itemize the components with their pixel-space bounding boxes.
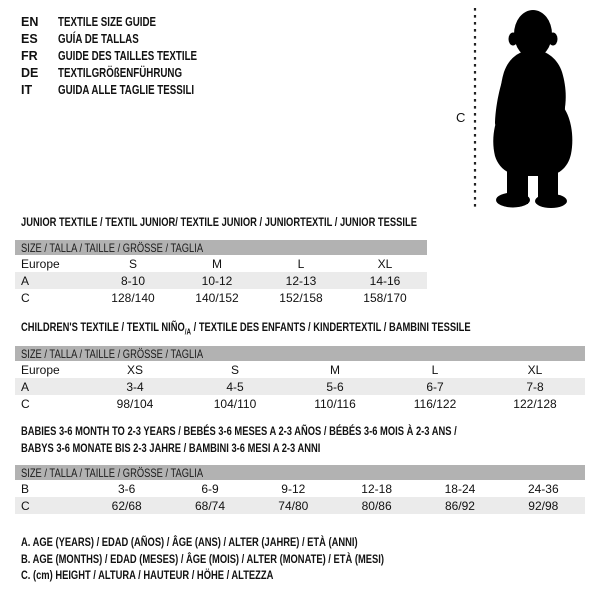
height-cell: 158/170 [363, 290, 407, 305]
language-row-fr [21, 47, 236, 64]
row-label: B [21, 481, 30, 496]
children-size-table [15, 346, 585, 412]
size-cell: XL [527, 362, 543, 377]
height-cell: 128/140 [111, 290, 155, 305]
height-cell: 62/68 [111, 498, 142, 513]
height-cell: 86/92 [444, 498, 475, 513]
height-cell: 122/128 [513, 396, 557, 411]
guide-title-fr: GUIDE DES TAILLES TEXTILE [58, 48, 198, 63]
size-cell: L [297, 256, 305, 271]
table-row-age [15, 272, 427, 289]
table-row-height [15, 497, 585, 514]
size-cell: S [230, 362, 239, 377]
language-row-de [21, 64, 236, 81]
legend-age-years: A. AGE (YEARS) / EDAD (AÑOS) / ÂGE (ANS) / ALTER (JAHRE) / ETÀ (ANNI) [21, 535, 358, 549]
guide-title-de: TEXTILGRÖßENFÜHRUNG [58, 65, 183, 80]
height-cell: 92/98 [528, 498, 559, 513]
age-cell: 10-12 [201, 273, 233, 288]
guide-title-es: GUÍA DE TALLAS [58, 31, 139, 46]
language-title-list [21, 13, 236, 98]
row-label: A [21, 379, 30, 394]
legend-age-months: B. AGE (MONTHS) / EDAD (MESES) / ÂGE (MOIS) / ALTER (MONATE) / ETÀ (MESI) [21, 551, 384, 566]
size-cell: M [330, 362, 340, 377]
language-code: ES [21, 31, 38, 46]
height-cell: 104/110 [213, 396, 257, 411]
age-cell: 9-12 [281, 481, 306, 496]
junior-table-title: JUNIOR TEXTILE / TEXTIL JUNIOR/ TEXTILE JUNIOR / JUNIORTEXTIL / JUNIOR TESSILE [21, 215, 417, 229]
age-cell: 14-16 [369, 273, 401, 288]
language-row-en [21, 13, 236, 30]
size-cell: M [212, 256, 222, 271]
size-cell: XS [126, 362, 143, 377]
children-table-title: CHILDREN'S TEXTILE / TEXTIL $NIÑO_{/A}$ / TEXTILE DES ENFANTS / KINDERTEXTIL / BAMBINI TESSILE [21, 320, 471, 337]
height-cell: 68/74 [194, 498, 225, 513]
age-cell: 24-36 [527, 481, 559, 496]
table-row-height [15, 395, 585, 412]
babies-size-table [15, 465, 585, 514]
table-row-europe [15, 361, 585, 378]
table-row-age [15, 378, 585, 395]
age-cell: 3-6 [117, 481, 136, 496]
height-cell: 80/86 [361, 498, 392, 513]
height-cell: 116/122 [413, 396, 457, 411]
height-cell: 98/104 [116, 396, 154, 411]
size-header-bar: SIZE / TALLA / TAILLE / GRÖSSE / TAGLIA [15, 240, 427, 255]
age-cell: 5-6 [326, 379, 344, 394]
size-header-bar: SIZE / TALLA / TAILLE / GRÖSSE / TAGLIA [15, 346, 585, 361]
age-cell: 4-5 [226, 379, 244, 394]
subscript: /A [184, 327, 192, 337]
height-cell: 74/80 [278, 498, 309, 513]
age-cell: 6-9 [201, 481, 219, 496]
guide-title-en: TEXTILE SIZE GUIDE [58, 14, 157, 29]
baby-silhouette-shape [493, 10, 572, 208]
row-label: Europe [21, 362, 60, 377]
row-label: A [21, 273, 30, 288]
legend-height: C. (cm) HEIGHT / ALTURA / HAUTEUR / HÖHE / ALTEZZA [21, 568, 274, 582]
size-cell: S [128, 256, 137, 271]
age-cell: 7-8 [526, 379, 544, 394]
height-cell: 140/152 [195, 290, 239, 305]
language-row-it [21, 81, 236, 98]
age-cell: 8-10 [120, 273, 146, 288]
language-code: EN [21, 14, 39, 29]
size-cell: L [431, 362, 439, 377]
age-cell: 6-7 [426, 379, 444, 394]
babies-table-title: BABIES 3-6 MONTH TO 2-3 YEARS / BEBÉS 3-6 MESES A 2-3 AÑOS / BÉBÉS 3-6 MOIS À 2-3 ANS / BABYS 3-6 MONATE BIS 2-3 JAHRE / BAMBINI 3-6 MESI A 2-3 ANNI [21, 424, 457, 455]
table-row-age-months [15, 480, 585, 497]
language-code: DE [21, 65, 39, 80]
size-header-bar: SIZE / TALLA / TAILLE / GRÖSSE / TAGLIA [15, 465, 585, 480]
guide-title-it: GUIDA ALLE TAGLIE TESSILI [58, 82, 195, 97]
height-cell: 152/158 [279, 290, 323, 305]
row-label: Europe [21, 256, 60, 271]
table-row-europe [15, 255, 427, 272]
height-figure [440, 0, 600, 215]
height-label: C [456, 110, 466, 125]
language-row-es [21, 30, 236, 47]
language-code: FR [21, 48, 38, 63]
age-cell: 12-18 [361, 481, 392, 496]
table-row-height [15, 289, 427, 306]
junior-size-table [15, 240, 427, 306]
height-cell: 110/116 [314, 396, 356, 411]
baby-silhouette-icon [440, 0, 600, 215]
age-cell: 3-4 [126, 379, 144, 394]
language-code: IT [21, 82, 33, 97]
row-label: C [21, 396, 30, 411]
row-label: C [21, 290, 30, 305]
row-label: C [21, 498, 30, 513]
size-cell: XL [377, 256, 393, 271]
legend [21, 535, 486, 585]
age-cell: 12-13 [285, 273, 317, 288]
age-cell: 18-24 [444, 481, 476, 496]
